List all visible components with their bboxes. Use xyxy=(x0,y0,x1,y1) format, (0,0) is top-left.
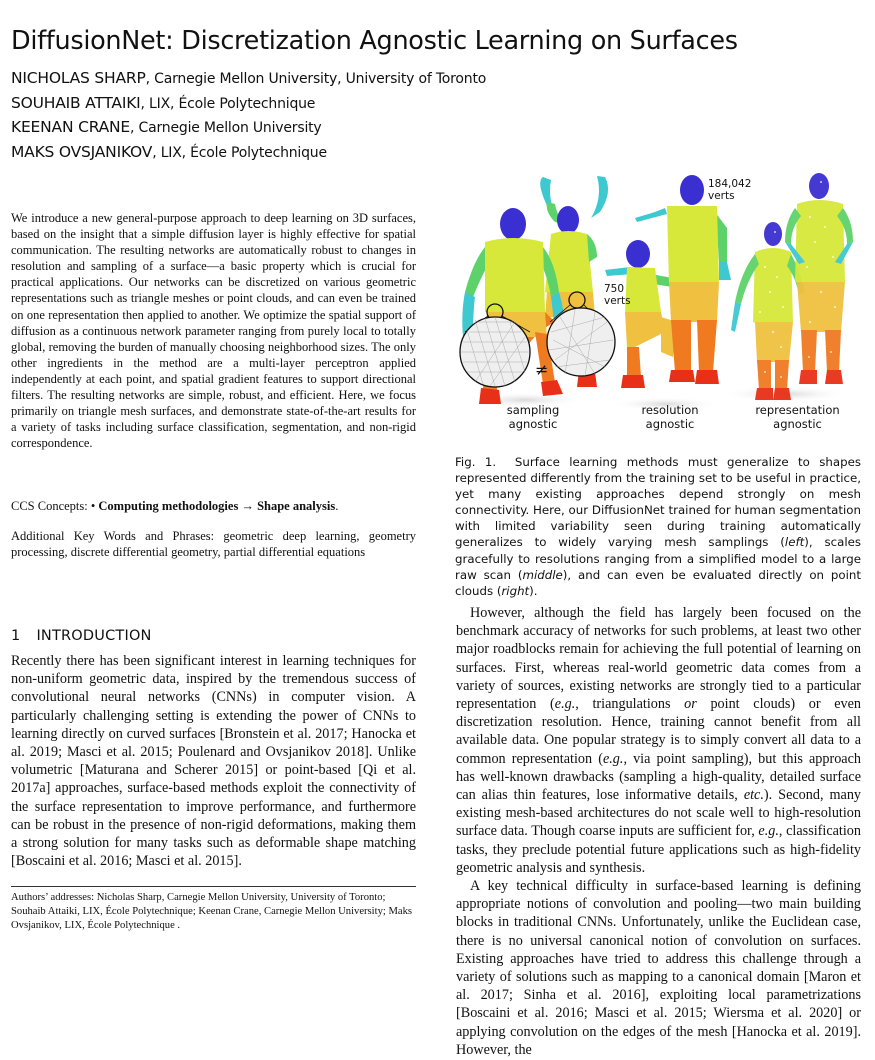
section-number: 1 xyxy=(11,628,21,644)
author-entry xyxy=(11,116,486,141)
section-title: INTRODUCTION xyxy=(36,628,152,644)
intro-paragraph-1: Recently there has been significant interest in learning techniques for non-uniform geometric data, inspired by the tremendous success of convolutional neural networks (CNNs) in computer vision. A particularly challenging setting is extending the power of CNNs to learning directly on curved surfaces [Bronstein et al. 2017; Hanocka et al. 2019; Masci et al. 2015; Poulenard and Ovsjanikov 2018]. Unlike volumetric [Maturana and Scherer 2015] or point-based [Qi et al. 2017a] approaches, surface-based methods exploit the connectivity of the surface representation to improve performance, and furthermore can be robust in the presence of non-rigid deformations, making them a strong solution for many tasks such as deformable shape matching [Boscaini et al. 2016; Masci et al. 2015]. xyxy=(11,653,416,870)
label-resolution-agnostic: resolution agnostic xyxy=(641,403,699,431)
low-res-vertex-count: 750 verts xyxy=(604,283,631,307)
label-sampling-agnostic: sampling agnostic xyxy=(506,403,560,431)
paper-title: DiffusionNet: Discretization Agnostic Learning on Surfaces xyxy=(11,26,738,57)
figure-caption: Fig. 1. Surface learning methods must generalize to shapes represented differently from the training set to be useful in practice, yet many existing approaches depend strongly on mesh connectivity. Here, our DiffusionNet trained for human segmentation with limited variability seen during training automatically generalizes to widely varying mesh samplings (left), scales gracefully to resolutions ranging from a simplified model to a large raw scan (middle), and can even be evaluated directly on point clouds (right). xyxy=(455,455,862,598)
label-representation-agnostic: representation agnostic xyxy=(755,403,840,431)
ccs-concepts xyxy=(11,498,416,514)
author-name: SOUHAIB ATTAIKI xyxy=(11,93,141,112)
figure-1 xyxy=(455,172,870,442)
intro-paragraph-2: However, although the field has largely been focused on the benchmark accuracy of networks for such problems, at least two other major roadblocks remain for achieving the full potential of learning on surfaces. First, whereas real-world geometric data comes from a variety of sources, existing networks are strongly tied to a particular representation (e.g., triangulations or point clouds) or even discretization resolution. Hence, training cannot benefit from all available data. One popular strategy is to simply convert all data to a common representation (e.g., via point sampling), but this approach has well-known drawbacks (sampling a high-quality, detailed surface can alias thin features, lose informative details, etc.). Second, many existing mesh-based architectures do not scale well to high-resolution surface data. Though coarse inputs are sufficient for, e.g., classification tasks, they preclude potential future applications such as high-fidelity geometric analysis and synthesis. xyxy=(456,605,862,876)
author-name: MAKS OVSJANIKOV xyxy=(11,142,153,161)
author-affiliation: , Carnegie Mellon University xyxy=(130,120,322,136)
section-heading-introduction xyxy=(11,628,152,644)
author-entry xyxy=(11,67,486,92)
author-name: KEENAN CRANE xyxy=(11,118,131,136)
intro-paragraph-3: A key technical difficulty in surface-based learning is defining appropriate notions of convolution and pooling—two main building blocks in traditional CNNs. Unfortunately, unlike the Euclidean case, there is no universal canonical notion of convolution on surfaces. Existing approaches have tried to address this challenge through a variety of solutions such as mapping to a canonical domain [Maron et al. 2017; Sinha et al. 2016], exploiting local parametrizations [Boscaini et al. 2016; Masci et al. 2015; Wiersma et al. 2020] or applying convolution on the edges of the mesh [Hanocka et al. 2019]. However, the xyxy=(456,878,861,1058)
caption-label: Fig. 1. xyxy=(455,455,497,469)
author-affiliation: , LIX, École Polytechnique xyxy=(152,144,327,161)
footnote-divider xyxy=(11,886,416,887)
ccs-end: . xyxy=(335,499,339,513)
authors-addresses-footnote: Authors’ addresses: Nicholas Sharp, Carnegie Mellon University, University of Toronto; Souhaib Attaiki, LIX, École Polytechnique; Keenan Crane, Carnegie Mellon University; Maks Ovsjanikov, LIX, École Polytechnique . xyxy=(11,892,412,932)
author-entry xyxy=(11,92,486,117)
ccs-label: CCS Concepts: • xyxy=(11,499,99,513)
segmented-humans-illustration xyxy=(455,172,870,442)
author-name: NICHOLAS SHARP xyxy=(11,69,146,87)
author-affiliation: , Carnegie Mellon University, University of Toronto xyxy=(145,71,487,87)
author-list xyxy=(11,67,486,165)
ccs-concept: Computing methodologies → Shape analysis xyxy=(98,499,336,513)
high-res-vertex-count: 184,042 verts xyxy=(708,178,752,202)
human-point-cloud-large xyxy=(785,173,853,384)
author-entry xyxy=(11,141,486,166)
keywords: Additional Key Words and Phrases: geometric deep learning, geometry processing, discrete differential geometry, partial differential equations xyxy=(11,529,416,560)
right-column-text xyxy=(456,604,861,1059)
author-affiliation: , LIX, École Polytechnique xyxy=(140,95,316,112)
abstract: We introduce a new general-purpose approach to deep learning on 3D surfaces, based on the insight that a simple diffusion layer is highly effective for spatial communication. The resulting networks are automatically robust to changes in resolution and sampling of a surface—a basic property which is crucial for practical applications. Our networks can be discretized on various geometric representations such as triangle meshes or point clouds, and can even be trained on one representation then applied to another. We optimize the spatial support of diffusion as a continuous network parameter ranging from purely local to totally global, removing the burden of manually choosing neighborhood sizes. The only other ingredients in the method are a multi-layer perceptron applied independently at each point, and spatial gradient features to support directional filters. The resulting networks are simple, robust, and efficient. Here, we focus primarily on triangle mesh surfaces, and demonstrate state-of-the-art results for a variety of tasks including surface classification, segmentation, and non-rigid correspondence. xyxy=(11,211,416,451)
not-equal-symbol: ≠ xyxy=(535,360,549,379)
